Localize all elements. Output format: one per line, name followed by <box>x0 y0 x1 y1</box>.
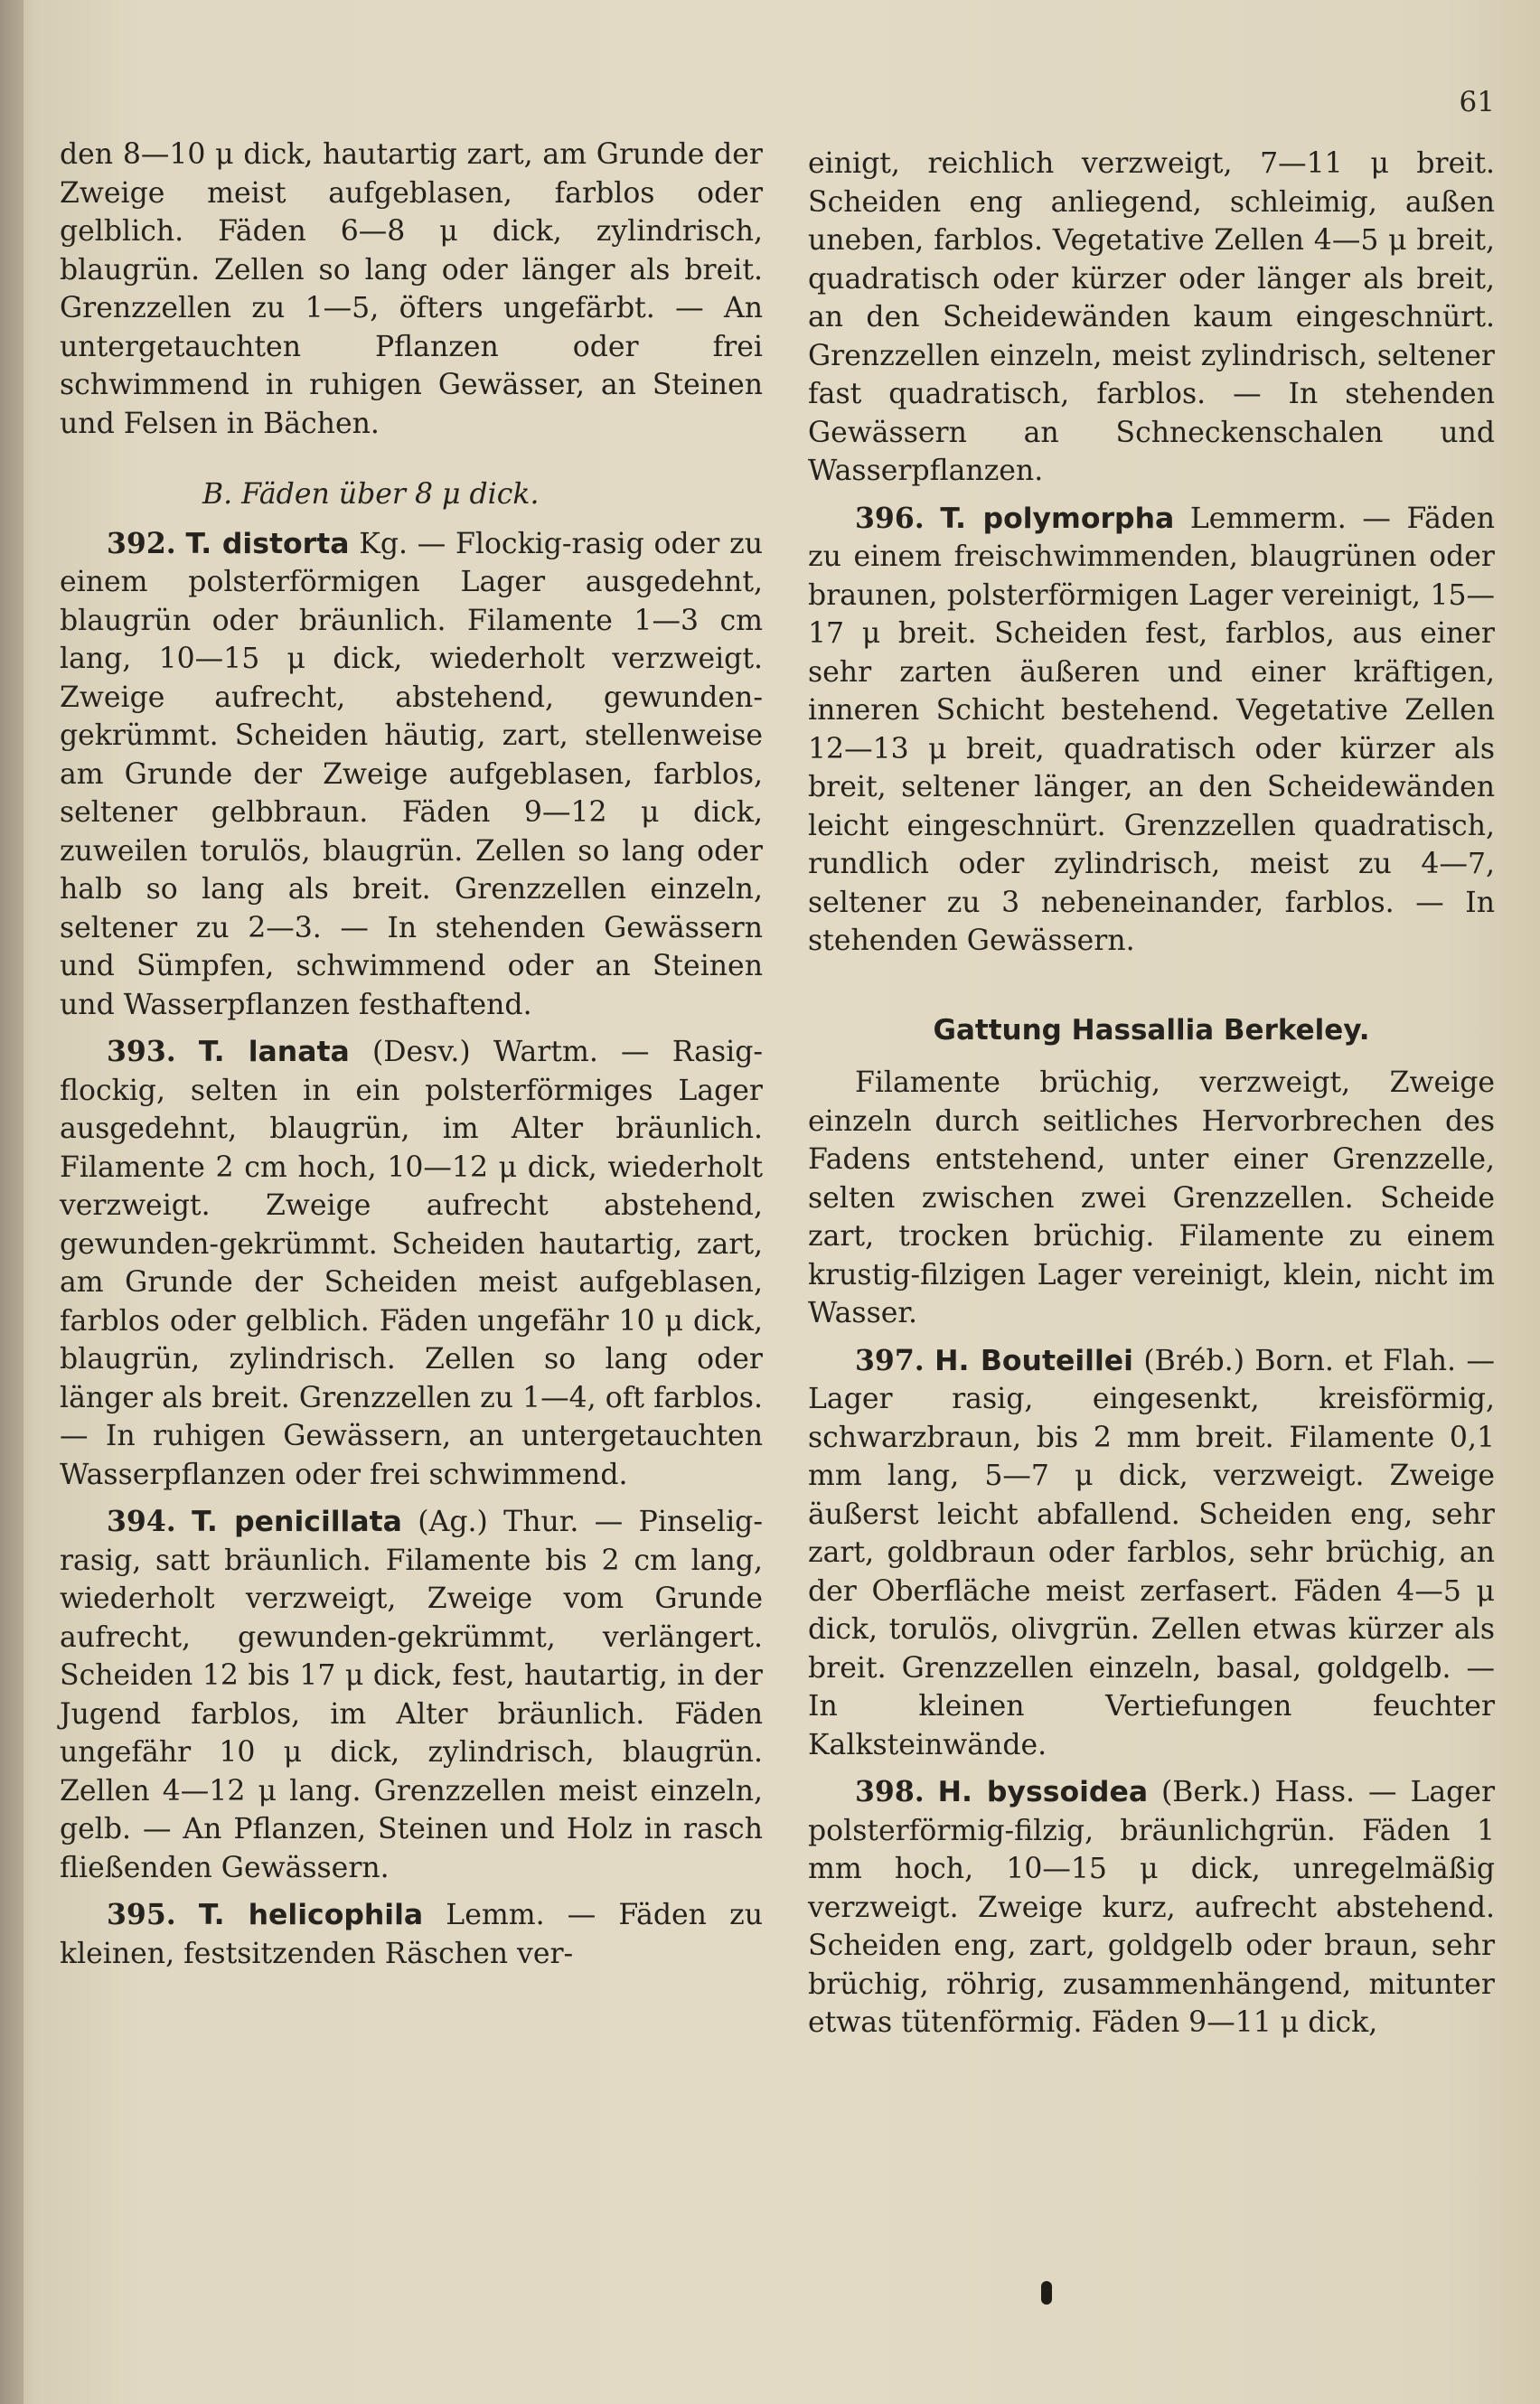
species-entry <box>808 500 1495 961</box>
species-author: (Ag.) Thur. — <box>401 1506 639 1538</box>
species-entry <box>60 525 763 1025</box>
species-author: Lemmerm. — <box>1174 502 1407 535</box>
subsection-heading: B. Fäden über 8 μ dick. <box>202 478 540 511</box>
genus-intro: Filamente brüchig, verzweigt, Zweige einzeln durch seitliches Hervorbrechen des Fadens entstehend, unter einer Grenzzelle, selten zwischen zwei Grenzzellen. Scheide zart, trocken brüchig. Filamente zu einem krustig-filzigen Lager vereinigt, klein, nicht im Wasser. <box>808 1066 1495 1329</box>
species-description: Fäden zu einem freischwimmenden, blaugrünen oder braunen, polsterförmigen Lager vereinigt, 15—17 μ breit. Scheiden fest, farblos, aus einer sehr zarten äußeren und einer kräftigen, inneren Schicht bestehend. Vegetative Zellen 12—13 μ breit, quadratisch oder kürzer als breit, seltener länger, an den Scheidewänden leicht eingeschnürt. Grenzzellen quadratisch, rundlich oder zylindrisch, meist zu 4—7, seltener zu 3 nebeneinander, farblos. — In stehenden Gewässern. <box>808 502 1496 957</box>
species-author: Kg. — <box>349 527 456 560</box>
species-name: T. lanata <box>198 1036 350 1068</box>
species-name: H. byssoidea <box>937 1776 1149 1808</box>
species-description: Lager polsterförmig-filzig, bräunlichgrün. Fäden 1 mm hoch, 10—15 μ dick, unregelmäßig verzweigt. Zweige kurz, aufrecht abstehend. Scheiden eng, zart, goldgelb oder braun, sehr brüchig, röhrig, zusammenhängend, mitunter etwas tütenförmig. Fäden 9—11 μ dick, <box>808 1776 1495 2039</box>
left-column <box>60 136 763 1973</box>
species-description: Pinselig-rasig, satt bräunlich. Filamente bis 2 cm lang, wiederholt verzweigt, Zweige vom Grunde aufrecht, gewunden-gekrümmt, verlängert. Scheiden 12 bis 17 μ dick, fest, hautartig, in der Jugend farblos, im Alter bräunlich. Fäden ungefähr 10 μ dick, zylindrisch, blaugrün. Zellen 4—12 μ lang. Grenzzellen meist einzeln, gelb. — An Pflanzen, Steinen und Holz in rasch fließenden Gewässern. <box>60 1506 763 1884</box>
species-description: Fäden zu kleinen, festsitzenden Räschen ver- <box>60 1899 763 1970</box>
left-entries <box>60 525 763 1974</box>
species-number: 398. <box>855 1775 925 1808</box>
species-name: H. Bouteillei <box>934 1344 1133 1377</box>
species-number: 397. <box>855 1343 925 1377</box>
genus-heading: Gattung Hassallia Berkeley. <box>933 1013 1370 1047</box>
species-name: T. penicillata <box>192 1506 402 1538</box>
right-entries-a <box>808 500 1495 961</box>
species-number: 395. <box>107 1898 176 1931</box>
species-number: 394. <box>107 1505 176 1538</box>
species-number: 392. <box>107 526 176 560</box>
species-number: 396. <box>855 501 925 535</box>
species-name: T. helicophila <box>198 1899 424 1931</box>
ink-smudge <box>1041 2281 1052 2305</box>
species-number: 393. <box>107 1035 176 1068</box>
species-author: (Desv.) Wartm. — <box>349 1036 672 1068</box>
continuation-paragraph: einigt, reichlich verzweigt, 7—11 μ breit. Scheiden eng anliegend, schleimig, außen uneben, farblos. Vegetative Zellen 4—5 μ breit, quadratisch oder kürzer oder länger als breit, an den Scheidewänden kaum eingeschnürt. Grenzzellen einzeln, meist zylindrisch, seltener fast quadratisch, farblos. — In stehenden Gewässern an Schneckenschalen und Wasserpflanzen. <box>808 147 1495 487</box>
species-entry <box>60 1896 763 1973</box>
species-name: T. polymorpha <box>940 502 1175 535</box>
species-entry <box>808 1773 1495 2042</box>
continuation-paragraph: den 8—10 μ dick, hautartig zart, am Grunde der Zweige meist aufgeblasen, farblos oder gelblich. Fäden 6—8 μ dick, zylindrisch, blaugrün. Zellen so lang oder länger als breit. Grenzzellen zu 1—5, öfters ungefärbt. — An untergetauchten Pflanzen oder frei schwimmend in ruhigen Gewässer, an Steinen und Felsen in Bächen. <box>60 138 763 440</box>
species-author: Lemm. — <box>423 1899 619 1931</box>
species-entry <box>60 1503 763 1887</box>
species-author: (Bréb.) Born. et Flah. — <box>1132 1344 1496 1377</box>
binding-edge <box>0 0 23 2404</box>
species-name: T. distorta <box>185 527 350 560</box>
species-description: Lager rasig, eingesenkt, kreisförmig, schwarzbraun, bis 2 mm breit. Filamente 0,1 mm lang, 5—7 μ dick, verzweigt. Zweige äußerst leicht abfallend. Scheiden eng, sehr zart, goldbraun oder farblos, sehr brüchig, an der Oberfläche meist zerfasert. Fäden 4—5 μ dick, torulös, olivgrün. Zellen etwas kürzer als breit. Grenzzellen einzeln, basal, goldgelb. — In kleinen Vertiefungen feuchter Kalksteinwände. <box>808 1383 1495 1761</box>
page-number: 61 <box>1459 86 1495 118</box>
right-column <box>808 145 1495 2042</box>
right-entries-b <box>808 1342 1495 2042</box>
species-description: Rasig-flockig, selten in ein polsterförmiges Lager ausgedehnt, blaugrün, im Alter bräunlich. Filamente 2 cm hoch, 10—12 μ dick, wiederholt verzweigt. Zweige aufrecht abstehend, gewunden-gekrümmt. Scheiden hautartig, zart, am Grunde der Scheiden meist aufgeblasen, farblos oder gelblich. Fäden ungefähr 10 μ dick, blaugrün, zylindrisch. Zellen so lang oder länger als breit. Grenzzellen zu 1—4, oft farblos. — In ruhigen Gewässern, an untergetauchten Wasserpflanzen oder frei schwimmend. <box>60 1036 764 1491</box>
species-entry <box>808 1342 1495 1765</box>
species-author: (Berk.) Hass. — <box>1148 1776 1411 1808</box>
species-description: Flockig-rasig oder zu einem polsterförmigen Lager ausgedehnt, blaugrün oder bräunlich. Filamente 1—3 cm lang, 10—15 μ dick, wiederholt verzweigt. Zweige aufrecht, abstehend, gewunden-gekrümmt. Scheiden häutig, zart, stellenweise am Grunde der Zweige aufgeblasen, farblos, seltener gelbbraun. Fäden 9—12 μ dick, zuweilen torulös, blaugrün. Zellen so lang oder halb so lang als breit. Grenzzellen einzeln, seltener zu 2—3. — In stehenden Gewässern und Sümpfen, schwimmend oder an Steinen und Wasserpflanzen festhaftend. <box>60 527 764 1021</box>
species-entry <box>60 1033 763 1494</box>
